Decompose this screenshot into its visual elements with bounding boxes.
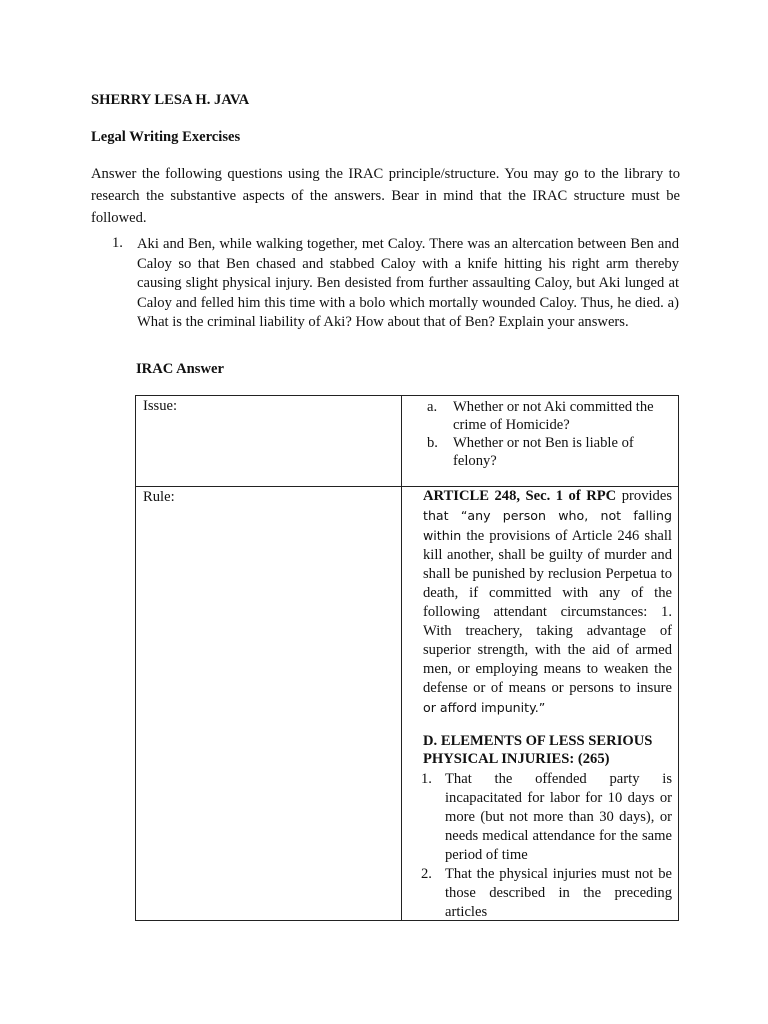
irac-table: [135, 395, 679, 921]
rule-content-cell: [402, 487, 678, 920]
element-item-marker: 2.: [421, 866, 432, 882]
question-number: 1.: [112, 235, 123, 251]
rule-citation: ARTICLE 248, Sec. 1 of RPC: [423, 488, 617, 504]
issue-item-marker: b.: [427, 435, 438, 451]
irac-heading: IRAC Answer: [136, 361, 224, 377]
question-text: Aki and Ben, while walking together, met Caloy. There was an altercation between Ben and Caloy so that Ben chased and stabbed Caloy with a knife hitting his right arm thereby causing slight physical injury. Ben desisted from further assaulting Caloy, but Aki lunged at Caloy and felled him this time with a bolo which mortally wounded Caloy. Thus, he died. a) What is the criminal liability of Aki? How about that of Ben? Explain your answers.: [137, 236, 679, 330]
issue-label-cell: [136, 396, 402, 486]
element-item-marker: 1.: [421, 771, 432, 787]
elements-heading: D. ELEMENTS OF LESS SERIOUS PHYSICAL INJURIES: (265): [423, 733, 653, 767]
issue-item-marker: a.: [427, 399, 438, 415]
rule-quote-open: that “any person who, not falling within: [423, 508, 672, 543]
rule-quote-close: or afford impunity.”: [423, 700, 546, 715]
rule-body: the provisions of Article 246 shall kill another, shall be guilty of murder and shall be punished by reclusion Perpetua to death, if committed with any of the following attendant circumstances: 1. With treachery, taking advantage of superior strength, with the aid of armed men, or employing means to weaken the defense or of means or persons to insure: [423, 528, 672, 696]
rule-paragraph: [423, 487, 672, 718]
issue-item-text: Whether or not Aki committed the crime of Homicide?: [453, 399, 654, 433]
element-item-text: That the offended party is incapacitated for labor for 10 days or more (but not more than 30 days), or needs medical attendance for the same period of time: [445, 771, 672, 863]
issue-item: [427, 434, 672, 470]
issue-list: [427, 398, 672, 470]
author-name: SHERRY LESA H. JAVA: [91, 92, 250, 108]
elements-list: [421, 770, 672, 922]
issue-item-text: Whether or not Ben is liable of felony?: [453, 435, 634, 469]
rule-label-cell: [136, 487, 402, 920]
instructions-paragraph: Answer the following questions using the IRAC principle/structure. You may go to the library to research the substantive aspects of the answers. Bear in mind that the IRAC structure must be followed.: [91, 166, 680, 226]
rule-label: Rule:: [143, 489, 175, 505]
issue-item: [427, 398, 672, 434]
rule-citation-verb: provides: [621, 488, 672, 504]
element-item: [421, 770, 672, 865]
element-item: [421, 865, 672, 922]
issue-content-cell: [402, 396, 678, 486]
element-item-text: That the physical injuries must not be those described in the preceding articles: [445, 866, 672, 920]
issue-label: Issue:: [143, 398, 178, 414]
document-subtitle: Legal Writing Exercises: [91, 129, 241, 145]
